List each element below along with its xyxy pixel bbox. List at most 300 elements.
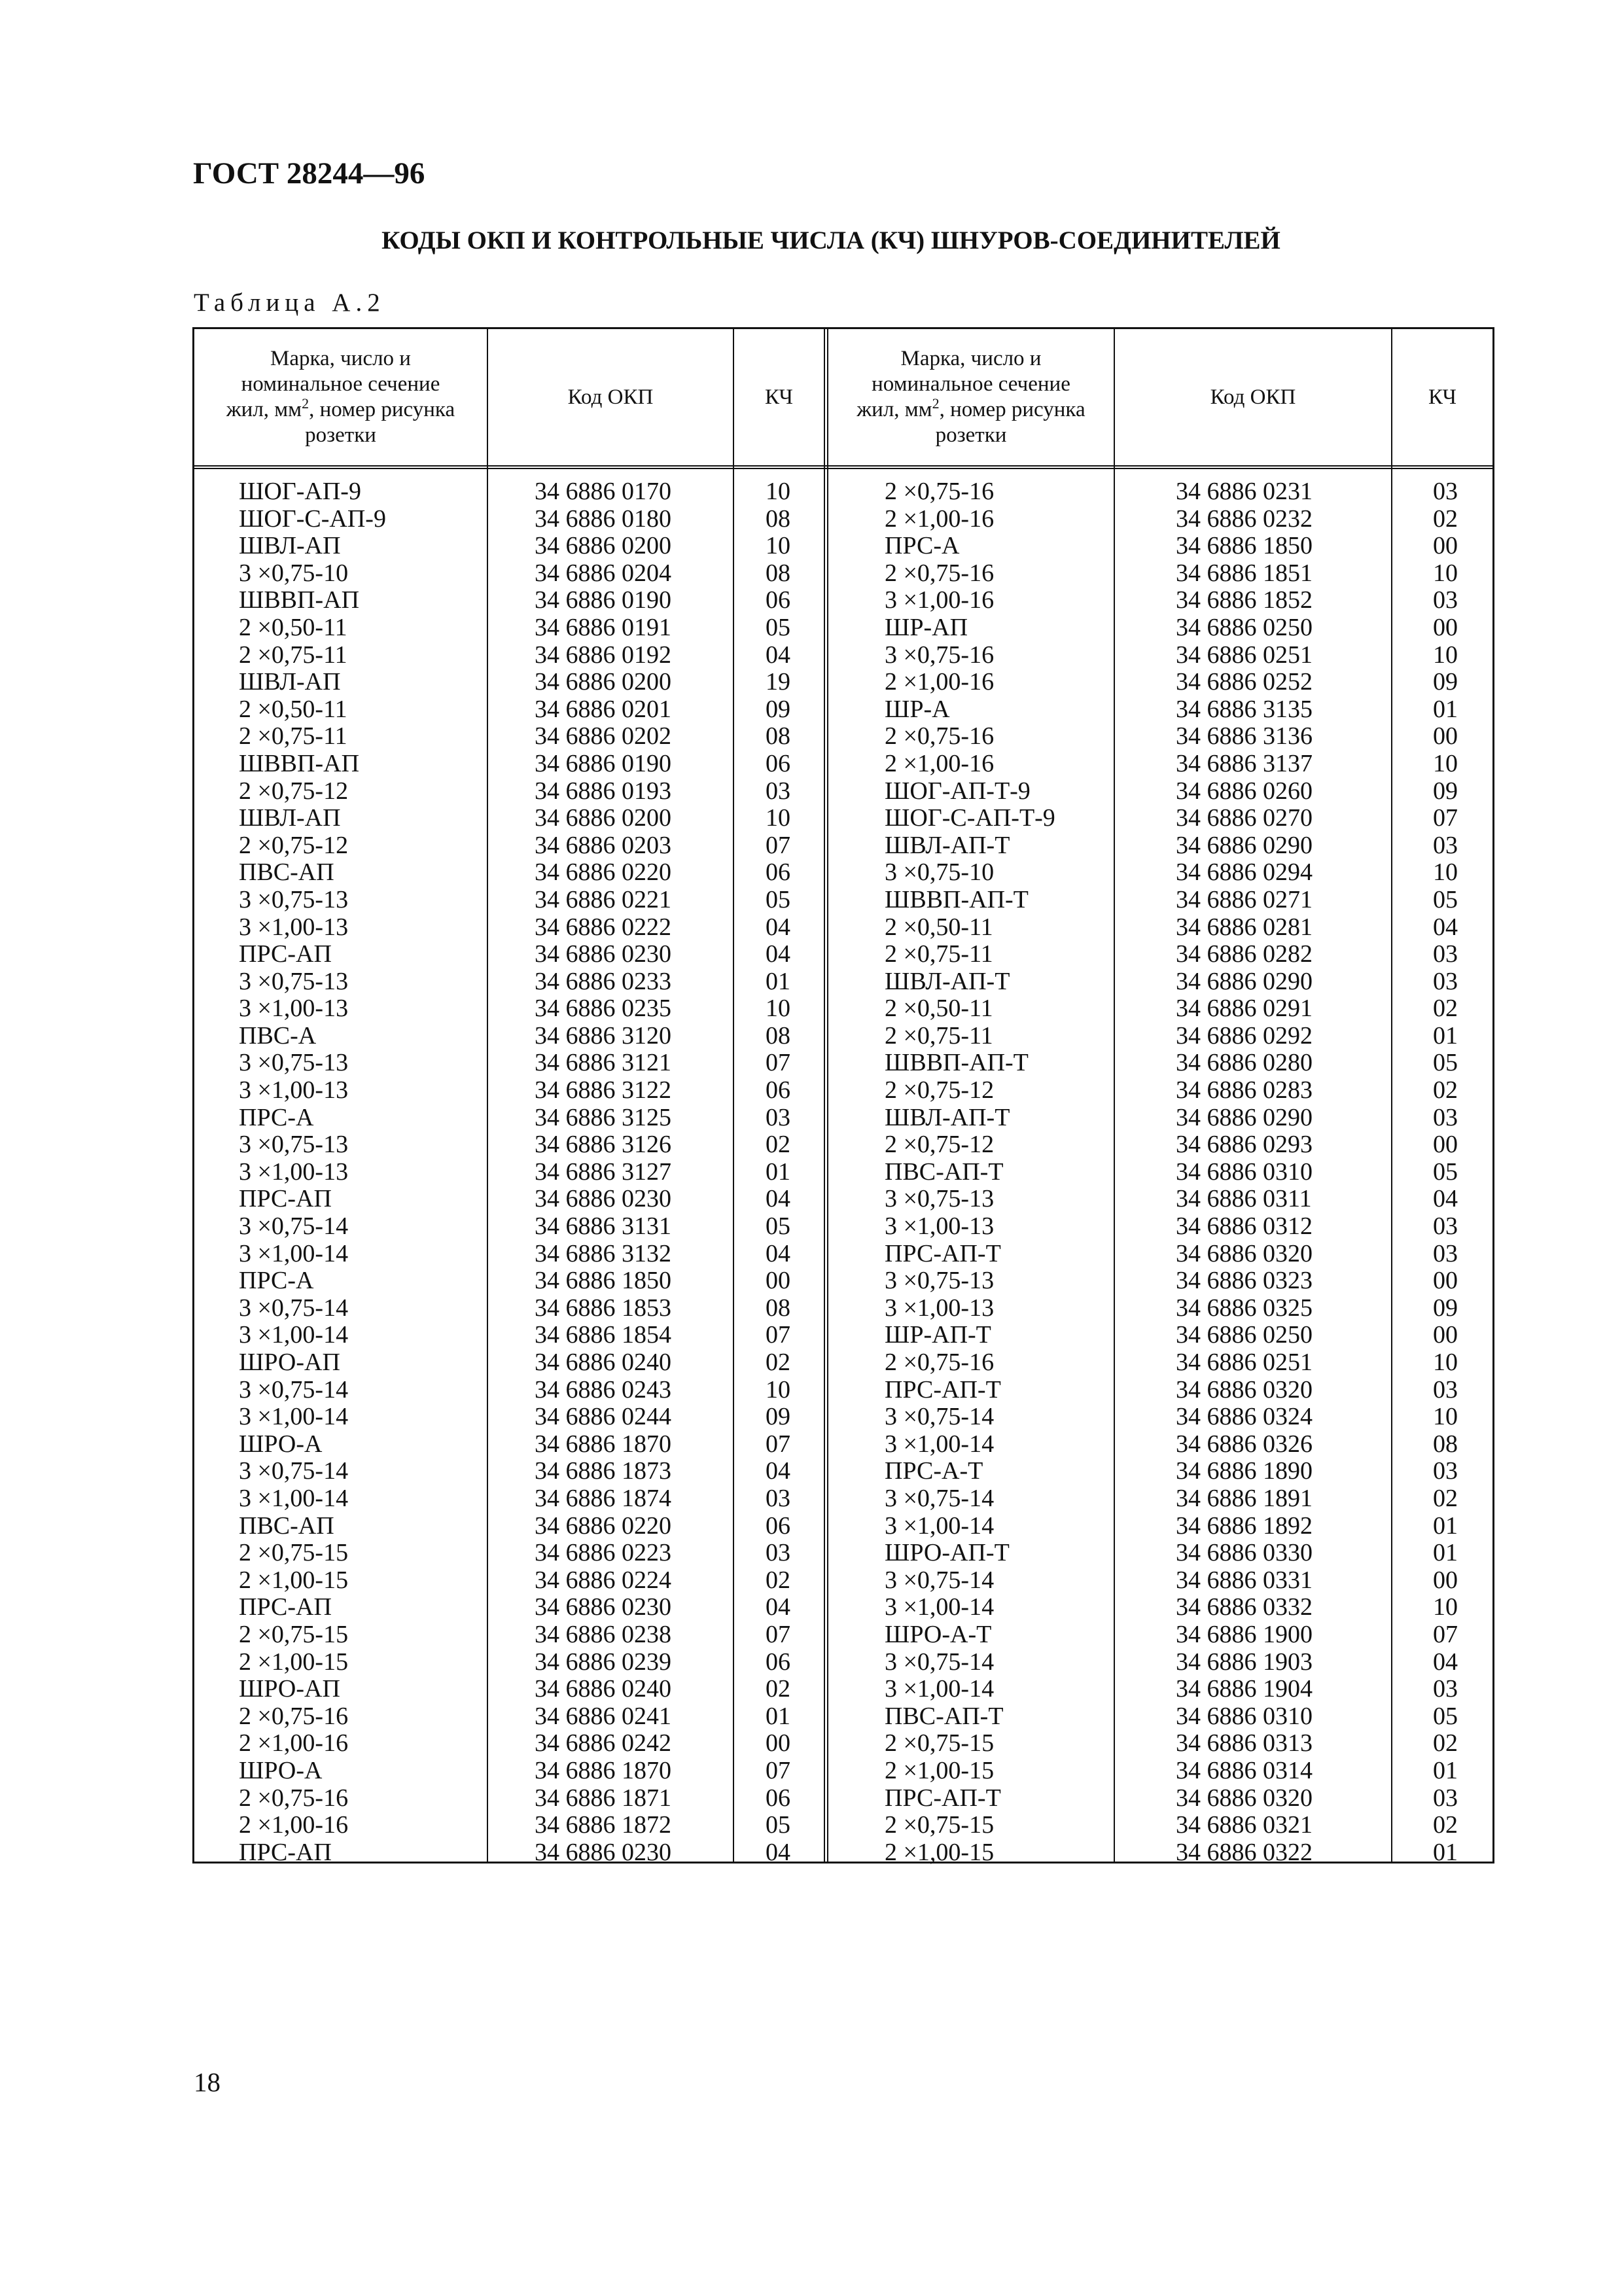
cell-kch: 08 [1433, 1430, 1458, 1458]
cell-kch: 06 [766, 1784, 790, 1812]
cell-okp-code: 34 6886 1870 [535, 1756, 671, 1784]
cell-mark: 2 ×0,75-16 [885, 722, 995, 751]
cell-okp-code: 34 6886 0310 [1176, 1157, 1313, 1186]
column-divider [733, 329, 734, 1862]
cell-kch: 02 [1433, 995, 1458, 1023]
cell-okp-code: 34 6886 3125 [535, 1103, 671, 1131]
cell-mark: 3 ×0,75-13 [239, 1131, 349, 1159]
cell-kch: 09 [1433, 777, 1458, 805]
cell-kch: 08 [766, 1294, 790, 1322]
cell-mark: 2 ×0,75-15 [239, 1620, 349, 1648]
cell-mark: ШРО-А [239, 1756, 323, 1784]
cell-okp-code: 34 6886 0200 [535, 532, 671, 560]
cell-okp-code: 34 6886 0193 [535, 777, 671, 805]
cell-okp-code: 34 6886 0200 [535, 668, 671, 696]
cell-okp-code: 34 6886 0230 [535, 1593, 671, 1621]
cell-kch: 01 [1433, 1756, 1458, 1784]
cell-okp-code: 34 6886 3121 [535, 1049, 671, 1077]
cell-mark: 2 ×0,50-11 [239, 613, 347, 641]
left-kch-column [766, 478, 790, 1866]
cell-mark: 2 ×0,75-15 [885, 1729, 995, 1757]
cell-okp-code: 34 6886 0322 [1176, 1838, 1313, 1866]
cell-kch: 03 [1433, 478, 1458, 505]
cell-mark: ШВЛ-АП-Т [885, 831, 1010, 859]
cell-kch: 00 [1433, 1131, 1458, 1159]
cell-kch: 03 [1433, 1375, 1458, 1404]
cell-kch: 03 [1433, 1239, 1458, 1267]
cell-okp-code: 34 6886 0331 [1176, 1566, 1313, 1594]
cell-kch: 06 [766, 1648, 790, 1676]
cell-okp-code: 34 6886 0312 [1176, 1212, 1313, 1241]
cell-mark: 3 ×1,00-14 [239, 1484, 349, 1512]
cell-mark: 3 ×1,00-14 [239, 1403, 349, 1431]
cell-okp-code: 34 6886 0290 [1176, 967, 1313, 995]
cell-mark: ПРС-АП [239, 1838, 332, 1866]
cell-mark: 3 ×0,75-14 [239, 1457, 349, 1485]
cell-okp-code: 34 6886 0251 [1176, 1349, 1313, 1376]
cell-kch: 05 [766, 613, 790, 641]
cell-okp-code: 34 6886 1900 [1176, 1620, 1313, 1648]
cell-kch: 01 [766, 1157, 790, 1186]
cell-kch: 03 [1433, 1212, 1458, 1241]
cell-okp-code: 34 6886 0238 [535, 1620, 671, 1648]
cell-mark: ПРС-АП [239, 940, 332, 968]
cell-okp-code: 34 6886 0320 [1176, 1784, 1313, 1812]
cell-kch: 07 [766, 1321, 790, 1349]
cell-okp-code: 34 6886 0222 [535, 913, 671, 941]
header-mark-text: , номер рисунка [309, 398, 455, 421]
cell-okp-code: 34 6886 3131 [535, 1212, 671, 1241]
cell-mark: 2 ×1,00-16 [885, 749, 995, 777]
cell-mark: 2 ×0,75-15 [885, 1811, 995, 1839]
cell-kch: 03 [766, 1103, 790, 1131]
cell-mark: 2 ×1,00-15 [239, 1648, 349, 1676]
cell-kch: 00 [766, 1729, 790, 1757]
cell-kch: 07 [766, 1756, 790, 1784]
cell-mark: 3 ×0,75-13 [885, 1185, 995, 1213]
cell-mark: 3 ×0,75-16 [885, 641, 995, 669]
column-divider [1114, 329, 1115, 1862]
cell-okp-code: 34 6886 0240 [535, 1349, 671, 1376]
cell-kch: 01 [766, 1702, 790, 1730]
right-code-column [1176, 478, 1313, 1866]
cell-okp-code: 34 6886 0324 [1176, 1403, 1313, 1431]
table-header [194, 329, 1492, 469]
cell-kch: 03 [1433, 586, 1458, 614]
cell-okp-code: 34 6886 0326 [1176, 1430, 1313, 1458]
cell-mark: ШОГ-С-АП-9 [239, 504, 386, 533]
header-kch-label: КЧ [1428, 385, 1457, 409]
cell-kch: 09 [766, 1403, 790, 1431]
cell-kch: 05 [1433, 885, 1458, 913]
cell-okp-code: 34 6886 0313 [1176, 1729, 1313, 1757]
cell-okp-code: 34 6886 3137 [1176, 749, 1313, 777]
cell-okp-code: 34 6886 0190 [535, 749, 671, 777]
cell-okp-code: 34 6886 0235 [535, 995, 671, 1023]
cell-kch: 03 [766, 777, 790, 805]
cell-okp-code: 34 6886 0203 [535, 831, 671, 859]
cell-mark: ШР-А [885, 695, 950, 723]
cell-okp-code: 34 6886 0232 [1176, 504, 1313, 533]
cell-mark: 2 ×0,75-12 [885, 1076, 995, 1104]
cell-kch: 09 [1433, 1294, 1458, 1322]
cell-kch: 05 [766, 1212, 790, 1241]
header-mark-line: розетки [305, 423, 376, 447]
header-kch [734, 329, 824, 465]
cell-okp-code: 34 6886 3126 [535, 1131, 671, 1159]
cell-okp-code: 34 6886 0224 [535, 1566, 671, 1594]
cell-kch: 06 [766, 749, 790, 777]
cell-kch: 01 [1433, 1838, 1458, 1866]
cell-kch: 03 [766, 1484, 790, 1512]
left-mark-column [239, 478, 386, 1866]
cell-okp-code: 34 6886 0330 [1176, 1539, 1313, 1567]
cell-mark: ПВС-АП [239, 1511, 334, 1540]
header-mark-line: Марка, число и [900, 347, 1042, 370]
cell-mark: 3 ×1,00-13 [885, 1294, 995, 1322]
cell-kch: 07 [766, 1620, 790, 1648]
cell-mark: ШРО-А-Т [885, 1620, 992, 1648]
cell-okp-code: 34 6886 0282 [1176, 940, 1313, 968]
cell-mark: ШВВП-АП-Т [885, 1049, 1029, 1077]
cell-mark: 3 ×1,00-16 [885, 586, 995, 614]
cell-kch: 04 [766, 940, 790, 968]
cell-kch: 05 [766, 885, 790, 913]
cell-okp-code: 34 6886 0294 [1176, 858, 1313, 887]
cell-mark: 2 ×0,75-16 [239, 1702, 349, 1730]
cell-mark: ШВЛ-АП [239, 532, 341, 560]
cell-mark: ШОГ-С-АП-Т-9 [885, 804, 1055, 832]
cell-mark: ШР-АП [885, 613, 968, 641]
cell-mark: 3 ×1,00-13 [885, 1212, 995, 1241]
cell-okp-code: 34 6886 0180 [535, 504, 671, 533]
cell-okp-code: 34 6886 3120 [535, 1021, 671, 1050]
cell-kch: 02 [1433, 1076, 1458, 1104]
cell-kch: 10 [1433, 858, 1458, 887]
cell-okp-code: 34 6886 1850 [1176, 532, 1313, 560]
cell-kch: 05 [1433, 1702, 1458, 1730]
header-mark-line: номинальное сечение [241, 372, 440, 396]
cell-kch: 03 [766, 1539, 790, 1567]
cell-okp-code: 34 6886 0320 [1176, 1239, 1313, 1267]
cell-okp-code: 34 6886 0200 [535, 804, 671, 832]
header-mark-line: розетки [935, 423, 1007, 447]
cell-kch: 04 [1433, 1185, 1458, 1213]
okp-codes-table [192, 327, 1494, 1866]
cell-okp-code: 34 6886 0170 [535, 478, 671, 505]
cell-kch: 02 [766, 1131, 790, 1159]
cell-mark: 2 ×0,50-11 [239, 695, 347, 723]
cell-kch: 03 [1433, 1457, 1458, 1485]
header-code [1115, 329, 1391, 465]
cell-kch: 02 [1433, 1484, 1458, 1512]
header-mark-line [856, 397, 1085, 423]
header-mark-text: жил, мм [226, 398, 302, 421]
cell-okp-code: 34 6886 3132 [535, 1239, 671, 1267]
cell-mark: ПРС-А [239, 1103, 314, 1131]
table-center-divider [824, 329, 828, 1862]
cell-okp-code: 34 6886 0202 [535, 722, 671, 751]
cell-okp-code: 34 6886 0220 [535, 1511, 671, 1540]
cell-mark: 2 ×1,00-15 [885, 1756, 995, 1784]
cell-okp-code: 34 6886 0260 [1176, 777, 1313, 805]
cell-kch: 03 [1433, 1675, 1458, 1703]
cell-okp-code: 34 6886 0220 [535, 858, 671, 887]
cell-mark: 2 ×0,75-16 [885, 1349, 995, 1376]
cell-kch: 00 [1433, 613, 1458, 641]
cell-kch: 10 [766, 1375, 790, 1404]
cell-kch: 00 [766, 1267, 790, 1295]
cell-mark: ПВС-АП [239, 858, 334, 887]
cell-okp-code: 34 6886 0191 [535, 613, 671, 641]
cell-okp-code: 34 6886 0230 [535, 1185, 671, 1213]
cell-kch: 10 [766, 995, 790, 1023]
cell-okp-code: 34 6886 0250 [1176, 1321, 1313, 1349]
cell-kch: 10 [766, 532, 790, 560]
cell-okp-code: 34 6886 0230 [535, 940, 671, 968]
cell-okp-code: 34 6886 1904 [1176, 1675, 1313, 1703]
cell-okp-code: 34 6886 0332 [1176, 1593, 1313, 1621]
cell-kch: 10 [1433, 1403, 1458, 1431]
header-code [488, 329, 733, 465]
cell-okp-code: 34 6886 0283 [1176, 1076, 1313, 1104]
cell-okp-code: 34 6886 0251 [1176, 641, 1313, 669]
cell-kch: 04 [766, 1239, 790, 1267]
cell-okp-code: 34 6886 0190 [535, 586, 671, 614]
cell-kch: 03 [1433, 1784, 1458, 1812]
cell-okp-code: 34 6886 0223 [535, 1539, 671, 1567]
header-mark-line: Марка, число и [270, 347, 411, 370]
cell-mark: 3 ×0,75-14 [885, 1566, 995, 1594]
cell-okp-code: 34 6886 0292 [1176, 1021, 1313, 1050]
cell-mark: ШРО-АП [239, 1675, 340, 1703]
cell-okp-code: 34 6886 0221 [535, 885, 671, 913]
cell-okp-code: 34 6886 0311 [1176, 1185, 1312, 1213]
cell-kch: 03 [1433, 1103, 1458, 1131]
cell-okp-code: 34 6886 1874 [535, 1484, 671, 1512]
cell-kch: 19 [766, 668, 790, 696]
cell-mark: 3 ×1,00-14 [885, 1430, 995, 1458]
cell-okp-code: 34 6886 0233 [535, 967, 671, 995]
cell-okp-code: 34 6886 1892 [1176, 1511, 1313, 1540]
cell-kch: 04 [766, 1457, 790, 1485]
cell-kch: 01 [1433, 1511, 1458, 1540]
cell-kch: 03 [1433, 940, 1458, 968]
cell-okp-code: 34 6886 0270 [1176, 804, 1313, 832]
header-kch [1392, 329, 1492, 465]
cell-okp-code: 34 6886 0239 [535, 1648, 671, 1676]
header-code-label: Код ОКП [567, 385, 654, 409]
cell-okp-code: 34 6886 3136 [1176, 722, 1313, 751]
cell-mark: ПРС-А [885, 532, 960, 560]
cell-kch: 10 [1433, 1349, 1458, 1376]
cell-kch: 07 [766, 831, 790, 859]
cell-kch: 02 [1433, 504, 1458, 533]
cell-mark: 2 ×1,00-16 [885, 504, 995, 533]
cell-okp-code: 34 6886 0310 [1176, 1702, 1313, 1730]
cell-mark: 3 ×1,00-13 [239, 913, 349, 941]
cell-kch: 06 [766, 858, 790, 887]
cell-kch: 09 [766, 695, 790, 723]
header-mark [828, 329, 1114, 465]
cell-okp-code: 34 6886 1854 [535, 1321, 671, 1349]
cell-kch: 10 [766, 804, 790, 832]
cell-mark: 3 ×0,75-10 [885, 858, 995, 887]
cell-kch: 06 [766, 586, 790, 614]
cell-mark: ШВЛ-АП-Т [885, 1103, 1010, 1131]
cell-mark: ПРС-АП [239, 1185, 332, 1213]
cell-okp-code: 34 6886 1870 [535, 1430, 671, 1458]
cell-mark: ПРС-АП [239, 1593, 332, 1621]
column-divider [1391, 329, 1392, 1862]
cell-mark: 2 ×0,75-11 [239, 641, 347, 669]
cell-okp-code: 34 6886 1852 [1176, 586, 1313, 614]
table-label: Таблица А.2 [194, 289, 385, 317]
cell-kch: 10 [1433, 559, 1458, 587]
cell-okp-code: 34 6886 1872 [535, 1811, 671, 1839]
cell-mark: 3 ×1,00-13 [239, 995, 349, 1023]
cell-okp-code: 34 6886 0320 [1176, 1375, 1313, 1404]
cell-mark: ШВЛ-АП [239, 668, 341, 696]
cell-okp-code: 34 6886 0230 [535, 1838, 671, 1866]
cell-mark: ПРС-А-Т [885, 1457, 983, 1485]
cell-kch: 05 [1433, 1049, 1458, 1077]
cell-okp-code: 34 6886 1873 [535, 1457, 671, 1485]
cell-mark: 3 ×1,00-13 [239, 1076, 349, 1104]
cell-mark: 2 ×0,75-12 [239, 777, 349, 805]
cell-kch: 02 [1433, 1811, 1458, 1839]
cell-mark: ШРО-АП [239, 1349, 340, 1376]
cell-mark: ПВС-АП-Т [885, 1702, 1004, 1730]
cell-kch: 02 [766, 1675, 790, 1703]
cell-mark: ПРС-А [239, 1267, 314, 1295]
cell-kch: 07 [1433, 804, 1458, 832]
cell-mark: 2 ×0,75-16 [885, 559, 995, 587]
cell-okp-code: 34 6886 0271 [1176, 885, 1313, 913]
cell-kch: 08 [766, 504, 790, 533]
cell-kch: 06 [766, 1076, 790, 1104]
cell-mark: 2 ×0,75-15 [239, 1539, 349, 1567]
cell-kch: 00 [1433, 532, 1458, 560]
cell-kch: 04 [766, 913, 790, 941]
cell-okp-code: 34 6886 3135 [1176, 695, 1313, 723]
cell-kch: 04 [1433, 913, 1458, 941]
cell-mark: 3 ×1,00-14 [885, 1675, 995, 1703]
cell-kch: 04 [766, 1838, 790, 1866]
cell-kch: 04 [766, 1185, 790, 1213]
cell-okp-code: 34 6886 0244 [535, 1403, 671, 1431]
cell-mark: ШОГ-АП-Т-9 [885, 777, 1031, 805]
cell-kch: 01 [1433, 1539, 1458, 1567]
cell-okp-code: 34 6886 3127 [535, 1157, 671, 1186]
cell-okp-code: 34 6886 1853 [535, 1294, 671, 1322]
cell-okp-code: 34 6886 0290 [1176, 831, 1313, 859]
cell-kch: 10 [1433, 1593, 1458, 1621]
cell-okp-code: 34 6886 0290 [1176, 1103, 1313, 1131]
cell-mark: 2 ×1,00-16 [239, 1811, 349, 1839]
cell-kch: 03 [1433, 831, 1458, 859]
cell-kch: 08 [766, 1021, 790, 1050]
cell-kch: 02 [766, 1566, 790, 1594]
cell-mark: 3 ×0,75-10 [239, 559, 349, 587]
cell-okp-code: 34 6886 0252 [1176, 668, 1313, 696]
cell-mark: 3 ×0,75-13 [885, 1267, 995, 1295]
cell-mark: ШРО-АП-Т [885, 1539, 1010, 1567]
cell-mark: ШВВП-АП-Т [885, 885, 1029, 913]
cell-okp-code: 34 6886 0241 [535, 1702, 671, 1730]
header-mark-sup: 2 [932, 395, 940, 412]
cell-okp-code: 34 6886 0204 [535, 559, 671, 587]
cell-mark: ПРС-АП-Т [885, 1239, 1001, 1267]
header-mark-line: номинальное сечение [872, 372, 1070, 396]
page-title: КОДЫ ОКП И КОНТРОЛЬНЫЕ ЧИСЛА (КЧ) ШНУРОВ-СОЕДИНИТЕЛЕЙ [381, 226, 1280, 255]
cell-mark: 3 ×0,75-13 [239, 967, 349, 995]
cell-kch: 02 [766, 1349, 790, 1376]
header-mark-line [226, 397, 455, 423]
cell-mark: 3 ×0,75-14 [885, 1484, 995, 1512]
cell-okp-code: 34 6886 0243 [535, 1375, 671, 1404]
cell-okp-code: 34 6886 0280 [1176, 1049, 1313, 1077]
cell-mark: ШОГ-АП-9 [239, 478, 361, 505]
cell-kch: 00 [1433, 1321, 1458, 1349]
cell-mark: 2 ×0,75-11 [885, 940, 993, 968]
cell-okp-code: 34 6886 0323 [1176, 1267, 1313, 1295]
cell-mark: 2 ×1,00-16 [885, 668, 995, 696]
cell-mark: 3 ×0,75-13 [239, 885, 349, 913]
cell-kch: 07 [766, 1430, 790, 1458]
cell-okp-code: 34 6886 0314 [1176, 1756, 1313, 1784]
cell-mark: 2 ×1,00-15 [885, 1838, 995, 1866]
cell-okp-code: 34 6886 3122 [535, 1076, 671, 1104]
cell-mark: 3 ×0,75-13 [239, 1049, 349, 1077]
cell-okp-code: 34 6886 0291 [1176, 995, 1313, 1023]
cell-kch: 08 [766, 722, 790, 751]
cell-mark: 2 ×0,50-11 [885, 995, 993, 1023]
header-mark [194, 329, 487, 465]
cell-mark: 2 ×0,50-11 [885, 913, 993, 941]
cell-okp-code: 34 6886 1903 [1176, 1648, 1313, 1676]
cell-kch: 03 [1433, 967, 1458, 995]
cell-kch: 08 [766, 559, 790, 587]
cell-kch: 07 [766, 1049, 790, 1077]
header-code-label: Код ОКП [1210, 385, 1296, 409]
cell-okp-code: 34 6886 0231 [1176, 478, 1313, 505]
right-mark-column [885, 478, 1055, 1866]
cell-kch: 07 [1433, 1620, 1458, 1648]
header-mark-text: , номер рисунка [939, 398, 1086, 421]
cell-mark: 3 ×0,75-14 [239, 1294, 349, 1322]
cell-mark: 2 ×0,75-12 [885, 1131, 995, 1159]
cell-kch: 01 [766, 967, 790, 995]
cell-okp-code: 34 6886 0281 [1176, 913, 1313, 941]
cell-kch: 00 [1433, 1267, 1458, 1295]
cell-mark: 3 ×1,00-14 [885, 1511, 995, 1540]
cell-kch: 10 [1433, 749, 1458, 777]
cell-mark: ШВВП-АП [239, 749, 360, 777]
cell-kch: 10 [1433, 641, 1458, 669]
cell-mark: 2 ×0,75-11 [885, 1021, 993, 1050]
cell-kch: 01 [1433, 695, 1458, 723]
cell-mark: 2 ×1,00-15 [239, 1566, 349, 1594]
cell-okp-code: 34 6886 1891 [1176, 1484, 1313, 1512]
cell-kch: 00 [1433, 1566, 1458, 1594]
cell-okp-code: 34 6886 0250 [1176, 613, 1313, 641]
cell-okp-code: 34 6886 1850 [535, 1267, 671, 1295]
cell-mark: ПВС-А [239, 1021, 317, 1050]
cell-kch: 05 [766, 1811, 790, 1839]
cell-kch: 02 [1433, 1729, 1458, 1757]
cell-okp-code: 34 6886 0192 [535, 641, 671, 669]
